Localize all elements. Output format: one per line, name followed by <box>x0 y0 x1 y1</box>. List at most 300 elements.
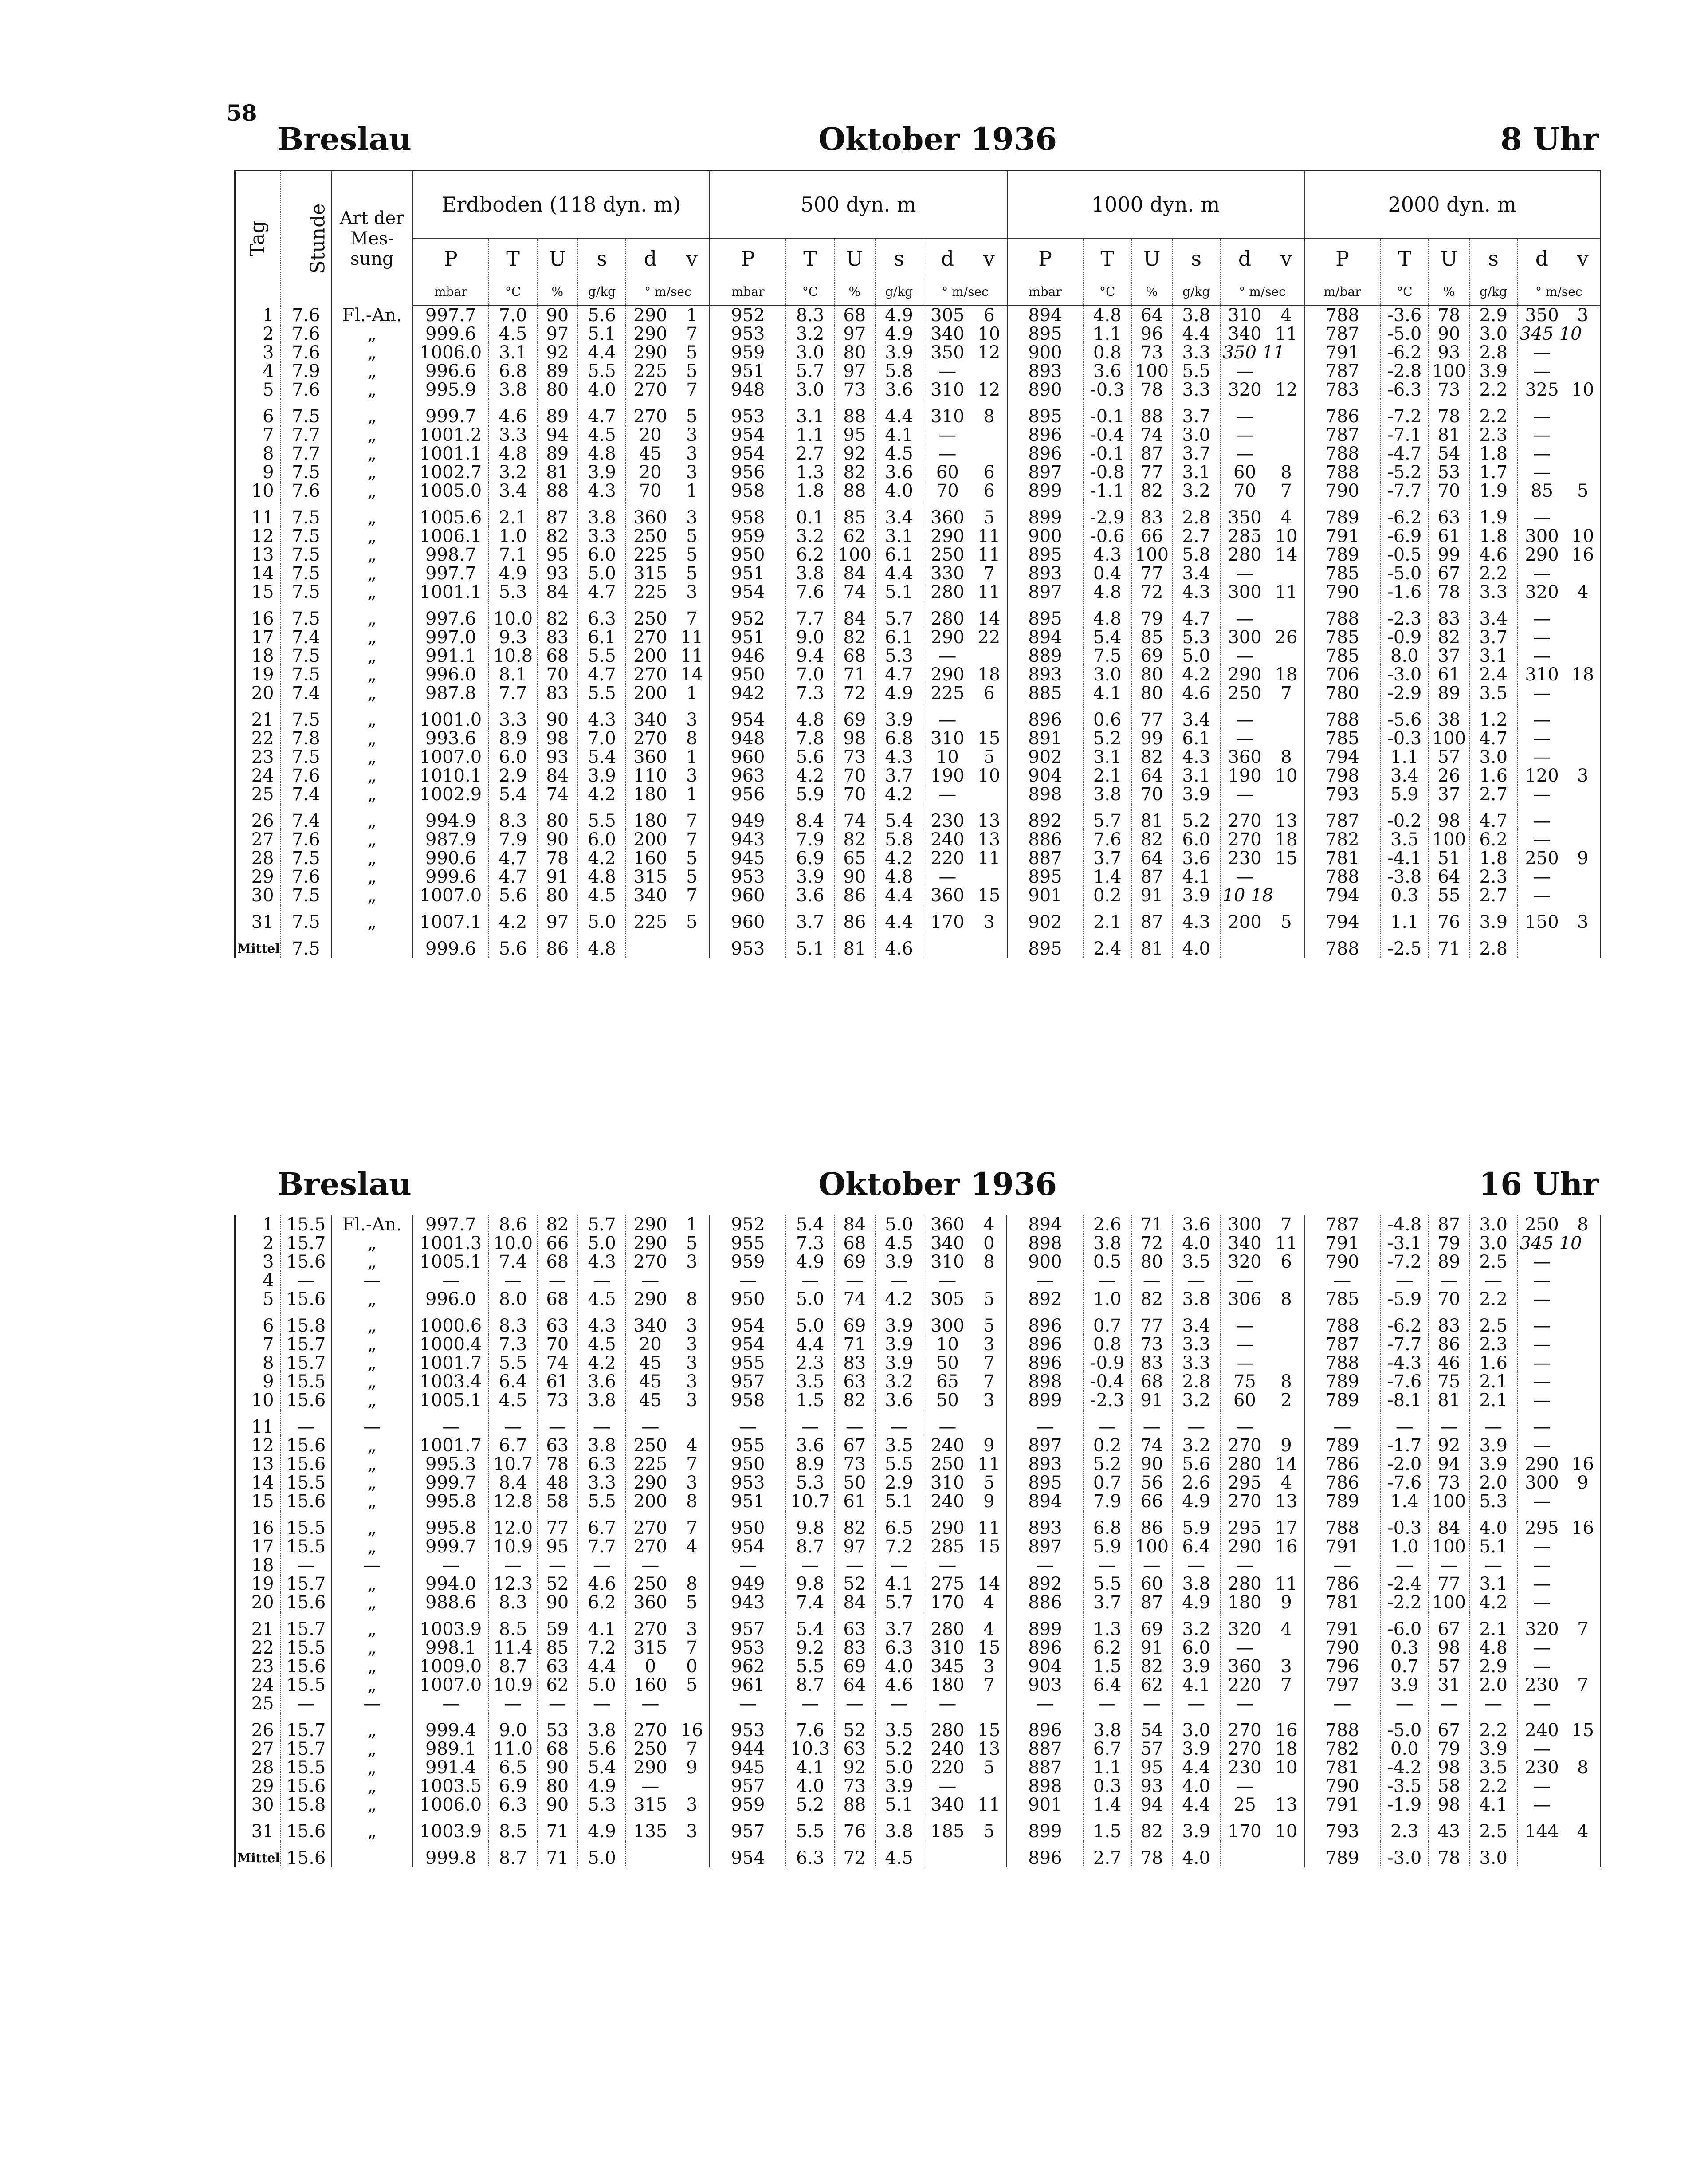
data-cell: 5.6 <box>578 1740 626 1758</box>
data-cell: 3.6 <box>875 1391 923 1410</box>
day-cell: 28 <box>251 1757 274 1778</box>
data-cell: 3.9 <box>1469 1455 1518 1474</box>
day-cell: 11 <box>251 1417 274 1437</box>
data-cell: — <box>626 1777 674 1796</box>
data-cell: „ <box>331 1455 412 1474</box>
data-cell: 4.3 <box>875 748 923 766</box>
data-cell: 96 <box>1131 325 1172 343</box>
data-cell <box>1268 868 1304 886</box>
data-cell: 270 <box>626 1511 674 1537</box>
data-cell: 957 <box>710 1612 786 1639</box>
data-cell: 7.3 <box>489 1335 537 1354</box>
data-cell: 90 <box>537 830 578 849</box>
data-cell: 2.3 <box>1469 1335 1518 1354</box>
data-cell: 340 <box>626 1309 674 1335</box>
data-cell: 4.3 <box>1172 748 1221 766</box>
data-cell: — <box>578 1410 626 1436</box>
data-cell: 0.2 <box>1083 886 1131 905</box>
data-cell: — <box>1518 444 1566 463</box>
data-cell: — <box>1221 647 1269 665</box>
data-cell: 79 <box>1429 1234 1469 1253</box>
data-cell: 997.7 <box>412 1215 489 1234</box>
data-cell: 8 <box>686 728 698 749</box>
data-cell: 787 <box>1304 426 1381 444</box>
data-cell: — <box>1221 785 1269 804</box>
data-cell: 15.5 <box>281 1537 332 1556</box>
data-cell: — <box>710 1410 786 1436</box>
data-cell: — <box>1304 1694 1381 1713</box>
data-cell <box>1566 1492 1600 1511</box>
data-cell <box>1566 703 1600 729</box>
data-cell <box>674 1694 710 1713</box>
data-cell: 1007.0 <box>412 886 489 905</box>
data-cell: 900 <box>1007 527 1084 546</box>
data-cell: 3.0 <box>1172 1713 1221 1740</box>
data-cell: 3.7 <box>875 766 923 785</box>
data-cell: „ <box>331 601 412 628</box>
data-cell: 53 <box>537 1713 578 1740</box>
data-cell: 787 <box>1304 325 1381 343</box>
data-cell: 1001.1 <box>412 583 489 601</box>
data-cell: 73 <box>834 381 875 399</box>
data-cell: 788 <box>1304 703 1381 729</box>
data-cell: 3.7 <box>1083 1593 1131 1612</box>
data-cell: 957 <box>710 1814 786 1841</box>
data-cell: 4.2 <box>578 849 626 868</box>
data-cell: 20 <box>626 1335 674 1354</box>
data-cell: 74 <box>1131 426 1172 444</box>
data-cell: 1 <box>686 784 698 805</box>
table-row <box>235 886 1601 905</box>
data-cell: — <box>489 1410 537 1436</box>
data-cell: 15.5 <box>281 1639 332 1657</box>
data-cell: 52 <box>834 1575 875 1593</box>
data-cell: 2.4 <box>1083 931 1131 958</box>
data-cell: -2.9 <box>1083 500 1131 527</box>
data-cell: 3 <box>686 425 698 445</box>
data-cell: 4.5 <box>578 1335 626 1354</box>
data-cell: 1005.1 <box>412 1391 489 1410</box>
data-cell <box>1268 1335 1304 1354</box>
data-cell: 949 <box>710 804 786 830</box>
data-cell: 77 <box>1131 463 1172 482</box>
data-cell: 290 <box>626 1290 674 1309</box>
data-cell: 3.5 <box>1469 1758 1518 1777</box>
data-cell: 4 <box>1577 1821 1589 1842</box>
data-cell: 4.0 <box>875 1657 923 1676</box>
data-cell: 67 <box>1429 1713 1469 1740</box>
data-cell: 793 <box>1304 785 1381 804</box>
data-cell: 82 <box>834 463 875 482</box>
data-cell: 950 <box>710 1455 786 1474</box>
data-cell: 72 <box>1131 1234 1172 1253</box>
data-cell: 16 <box>1571 545 1594 565</box>
data-cell: 2.6 <box>1172 1474 1221 1492</box>
data-cell: 60 <box>1221 463 1269 482</box>
table-row <box>235 1492 1601 1511</box>
data-cell: 1001.1 <box>412 444 489 463</box>
data-cell: 82 <box>537 527 578 546</box>
data-cell: 77 <box>1429 1575 1469 1593</box>
data-cell <box>971 1694 1007 1713</box>
data-cell: 895 <box>1007 868 1084 886</box>
data-cell <box>1566 564 1600 583</box>
data-cell: 93 <box>1131 1777 1172 1796</box>
data-cell: -2.2 <box>1380 1593 1429 1612</box>
data-cell: 1007.0 <box>412 748 489 766</box>
data-cell: 200 <box>626 684 674 703</box>
data-cell <box>1268 1639 1304 1657</box>
data-cell: 3.8 <box>578 500 626 527</box>
data-cell: -0.3 <box>1380 729 1429 748</box>
data-cell: „ <box>331 830 412 849</box>
table-row <box>235 931 1601 958</box>
data-cell: 893 <box>1007 1455 1083 1474</box>
data-cell: 3.6 <box>875 463 923 482</box>
data-cell: 290 <box>1221 1537 1269 1556</box>
data-cell: 943 <box>710 830 786 849</box>
station-title: Breslau <box>277 121 412 157</box>
data-cell <box>1268 426 1304 444</box>
data-cell: 791 <box>1304 527 1381 546</box>
data-cell: 280 <box>923 1612 971 1639</box>
data-cell: „ <box>331 1474 412 1492</box>
data-cell: -7.2 <box>1380 1253 1429 1271</box>
data-cell: 0.3 <box>1380 1639 1429 1657</box>
data-cell: 76 <box>834 1814 875 1841</box>
data-cell: 11 <box>1275 1233 1298 1254</box>
data-cell: 290 <box>626 1234 674 1253</box>
data-cell: — <box>1518 1537 1566 1556</box>
data-cell: 1.7 <box>1469 463 1518 482</box>
data-cell: 7.6 <box>281 868 332 886</box>
day-cell: Mittel <box>237 1851 280 1865</box>
data-cell: 4.6 <box>578 1575 626 1593</box>
data-cell: 89 <box>537 362 578 381</box>
data-cell: 59 <box>537 1612 578 1639</box>
data-cell: 1007.0 <box>412 1676 489 1694</box>
data-cell: 7 <box>686 1739 698 1759</box>
data-cell: 86 <box>1131 1511 1172 1537</box>
data-cell: 6.2 <box>1469 830 1518 849</box>
data-cell: 8.7 <box>786 1537 834 1556</box>
data-cell <box>971 1841 1007 1867</box>
data-cell: 3.8 <box>1083 785 1131 804</box>
data-cell: 5.3 <box>875 647 923 665</box>
data-cell: — <box>923 1556 971 1575</box>
data-cell: 43 <box>1429 1814 1469 1841</box>
data-cell: 9.8 <box>786 1511 834 1537</box>
data-cell: Fl.-An. <box>331 306 412 325</box>
table-row <box>235 546 1601 564</box>
table-row <box>235 849 1601 868</box>
data-cell: 3.0 <box>1469 1215 1518 1234</box>
data-cell: — <box>1518 601 1566 628</box>
data-cell: — <box>1007 1271 1083 1290</box>
table-row <box>235 1814 1601 1841</box>
data-cell: — <box>1304 1271 1381 1290</box>
data-cell: 899 <box>1007 1612 1083 1639</box>
data-cell: 4.5 <box>875 1841 923 1867</box>
data-cell <box>1268 647 1304 665</box>
table-row <box>235 343 1601 362</box>
data-cell: 8 <box>983 406 995 427</box>
data-cell: — <box>786 1410 834 1436</box>
data-cell: 988.6 <box>412 1593 489 1612</box>
data-cell: 791 <box>1304 343 1381 362</box>
data-cell: 68 <box>537 1253 578 1271</box>
data-cell: 3 <box>686 1390 698 1411</box>
data-cell: 3 <box>686 710 698 730</box>
data-cell: 84 <box>834 564 875 583</box>
data-cell: 9.3 <box>489 628 537 647</box>
data-cell: 5 <box>686 361 698 381</box>
data-cell: 1.0 <box>1380 1537 1429 1556</box>
data-cell: — <box>331 1271 412 1290</box>
data-cell: 1.5 <box>1083 1814 1131 1841</box>
data-cell: 1007.1 <box>412 905 489 931</box>
data-cell: 82 <box>1131 1814 1172 1841</box>
data-cell: 70 <box>1429 482 1469 500</box>
table-row <box>235 500 1601 527</box>
data-cell: 11 <box>978 545 1001 565</box>
data-cell <box>971 444 1007 463</box>
data-cell: 170 <box>923 1593 971 1612</box>
data-cell: 77 <box>537 1511 578 1537</box>
data-cell: 6.0 <box>1172 830 1221 849</box>
data-cell: 3.8 <box>786 564 834 583</box>
data-cell: -6.3 <box>1380 381 1429 399</box>
data-cell: 92 <box>537 343 578 362</box>
data-cell: 1.4 <box>1380 1492 1429 1511</box>
data-cell: 20 <box>626 426 674 444</box>
data-cell: 73 <box>1429 381 1469 399</box>
data-cell: 81 <box>1429 426 1469 444</box>
table-body <box>235 1215 1601 1867</box>
data-cell: 5.9 <box>1380 785 1429 804</box>
data-cell: „ <box>331 381 412 399</box>
data-cell: 3.2 <box>1172 1436 1221 1455</box>
data-cell: 5.0 <box>875 1215 923 1234</box>
data-cell: 887 <box>1007 1758 1083 1777</box>
data-cell <box>1566 1537 1600 1556</box>
data-cell: 90 <box>537 1796 578 1814</box>
data-cell: 4.3 <box>578 1253 626 1271</box>
table-row <box>235 1740 1601 1758</box>
data-cell: 57 <box>1429 748 1469 766</box>
data-cell: 180 <box>923 1676 971 1694</box>
data-cell: 7 <box>686 324 698 344</box>
table-row <box>235 463 1601 482</box>
unit-label: ° m/sec <box>626 279 710 306</box>
data-cell: 5 <box>983 747 995 767</box>
data-cell <box>1566 426 1600 444</box>
table-row <box>235 1777 1601 1796</box>
data-cell: 6.8 <box>1083 1511 1131 1537</box>
table-row <box>235 804 1601 830</box>
data-cell: 3.0 <box>1469 748 1518 766</box>
data-cell <box>626 931 674 958</box>
data-cell: 782 <box>1304 830 1381 849</box>
data-cell: -4.7 <box>1380 444 1429 463</box>
data-cell: 3 <box>686 582 698 602</box>
data-cell: 69 <box>834 703 875 729</box>
data-cell: 4.7 <box>578 665 626 684</box>
data-cell: 7 <box>983 563 995 584</box>
data-cell: 78 <box>1429 1841 1469 1867</box>
data-cell: — <box>923 1777 971 1796</box>
col-t: T <box>1380 238 1429 279</box>
data-cell: 53 <box>1429 463 1469 482</box>
data-cell: -6.2 <box>1380 343 1429 362</box>
data-cell: 7.2 <box>875 1537 923 1556</box>
data-cell: 7.5 <box>281 665 332 684</box>
data-cell: -2.9 <box>1380 684 1429 703</box>
data-cell: -0.9 <box>1380 628 1429 647</box>
data-cell: 90 <box>834 868 875 886</box>
data-cell: 896 <box>1007 1639 1083 1657</box>
data-cell: 300 <box>923 1309 971 1335</box>
data-cell: 60 <box>1221 1391 1269 1410</box>
data-cell: 4.4 <box>786 1335 834 1354</box>
data-cell: 17 <box>1275 1518 1298 1538</box>
data-cell <box>1268 601 1304 628</box>
data-cell: 3.6 <box>786 1436 834 1455</box>
data-cell: 1003.5 <box>412 1777 489 1796</box>
data-cell: 4.9 <box>578 1814 626 1841</box>
data-cell: 98 <box>1429 804 1469 830</box>
data-cell: 78 <box>1131 1841 1172 1867</box>
data-cell: 895 <box>1007 1474 1083 1492</box>
data-cell: 2.8 <box>1172 1372 1221 1391</box>
data-cell: 1003.9 <box>412 1814 489 1841</box>
data-cell: 9 <box>983 1491 995 1512</box>
data-cell: 7 <box>1280 1214 1292 1235</box>
table-row <box>235 1537 1601 1556</box>
data-cell <box>1566 748 1600 766</box>
data-cell: 785 <box>1304 729 1381 748</box>
data-cell: 4.0 <box>1172 1234 1221 1253</box>
data-cell: 3.1 <box>489 343 537 362</box>
data-cell: — <box>1221 601 1269 628</box>
data-cell: -5.6 <box>1380 703 1429 729</box>
data-cell: 1.6 <box>1469 766 1518 785</box>
data-cell: 3.6 <box>1172 849 1221 868</box>
data-cell: -7.1 <box>1380 426 1429 444</box>
data-cell: — <box>1518 804 1566 830</box>
data-cell: „ <box>331 583 412 601</box>
data-cell: „ <box>331 849 412 868</box>
data-cell: 77 <box>1131 1309 1172 1335</box>
data-cell: 6.7 <box>578 1511 626 1537</box>
data-cell: 135 <box>626 1814 674 1841</box>
data-cell: 785 <box>1304 564 1381 583</box>
data-cell: 100 <box>1429 1492 1469 1511</box>
data-cell: 73 <box>1429 1474 1469 1492</box>
data-cell: 7 <box>1280 481 1292 501</box>
data-cell: 789 <box>1304 1391 1381 1410</box>
data-cell: 3.2 <box>1172 1391 1221 1410</box>
data-cell: 11 <box>1275 324 1298 344</box>
data-cell: 80 <box>537 381 578 399</box>
data-cell: 2.8 <box>1172 500 1221 527</box>
data-cell: 4.7 <box>875 665 923 684</box>
data-cell: 15.8 <box>281 1796 332 1814</box>
col-u: U <box>537 238 578 279</box>
data-cell: 999.6 <box>412 325 489 343</box>
data-cell: 7 <box>1280 1675 1292 1695</box>
table-row <box>235 1253 1601 1271</box>
data-cell <box>1268 564 1304 583</box>
data-cell: „ <box>331 1740 412 1758</box>
data-cell <box>1566 931 1600 958</box>
data-cell: 230 <box>1518 1758 1566 1777</box>
data-cell: 5.4 <box>1083 628 1131 647</box>
data-cell: 320 <box>1221 381 1269 399</box>
data-cell: 8 <box>1280 462 1292 483</box>
data-cell: -6.0 <box>1380 1612 1429 1639</box>
data-cell: 82 <box>834 628 875 647</box>
data-cell: 4.9 <box>875 325 923 343</box>
data-cell: 82 <box>1131 482 1172 500</box>
data-cell: 89 <box>1429 684 1469 703</box>
data-cell: 3.0 <box>1083 665 1131 684</box>
data-cell: 310 <box>923 729 971 748</box>
data-cell: 4.8 <box>786 703 834 729</box>
table-row <box>235 1612 1601 1639</box>
data-cell: 7.7 <box>786 601 834 628</box>
data-cell: 886 <box>1007 830 1084 849</box>
data-cell: 95 <box>1131 1758 1172 1777</box>
data-cell: 10.9 <box>489 1676 537 1694</box>
data-cell: 5.6 <box>489 886 537 905</box>
data-cell: 793 <box>1304 1814 1381 1841</box>
data-cell: 72 <box>834 1841 875 1867</box>
data-cell: 67 <box>1429 1612 1469 1639</box>
col-d: d <box>1518 238 1566 279</box>
data-cell: 4 <box>1280 507 1292 528</box>
data-cell: 8.7 <box>489 1841 537 1867</box>
data-cell: 8.4 <box>786 804 834 830</box>
data-cell: 68 <box>537 1290 578 1309</box>
data-cell: 82 <box>834 1511 875 1537</box>
data-cell <box>1221 1841 1269 1867</box>
data-cell: 953 <box>710 1713 786 1740</box>
data-cell: 5.8 <box>1172 546 1221 564</box>
day-cell: 24 <box>251 1675 274 1695</box>
data-cell: 83 <box>537 684 578 703</box>
data-cell: 100 <box>1429 1593 1469 1612</box>
data-cell: — <box>923 362 971 381</box>
unit-label: g/kg <box>1172 279 1221 306</box>
data-cell: 896 <box>1007 444 1084 463</box>
data-cell: „ <box>331 564 412 583</box>
data-cell: 789 <box>1304 500 1381 527</box>
data-cell: 100 <box>834 546 875 564</box>
data-cell: 91 <box>537 868 578 886</box>
data-cell: 8.6 <box>489 1215 537 1234</box>
day-cell: 3 <box>263 1252 274 1272</box>
data-cell: — <box>1221 1556 1269 1575</box>
data-cell: 3.4 <box>489 482 537 500</box>
day-cell: 22 <box>251 728 274 749</box>
data-cell: 2.3 <box>786 1354 834 1372</box>
day-cell: 9 <box>263 462 274 483</box>
table-row <box>235 1556 1601 1575</box>
data-cell: -1.1 <box>1083 482 1131 500</box>
day-cell: 30 <box>251 885 274 906</box>
data-cell: 4.8 <box>1469 1639 1518 1657</box>
